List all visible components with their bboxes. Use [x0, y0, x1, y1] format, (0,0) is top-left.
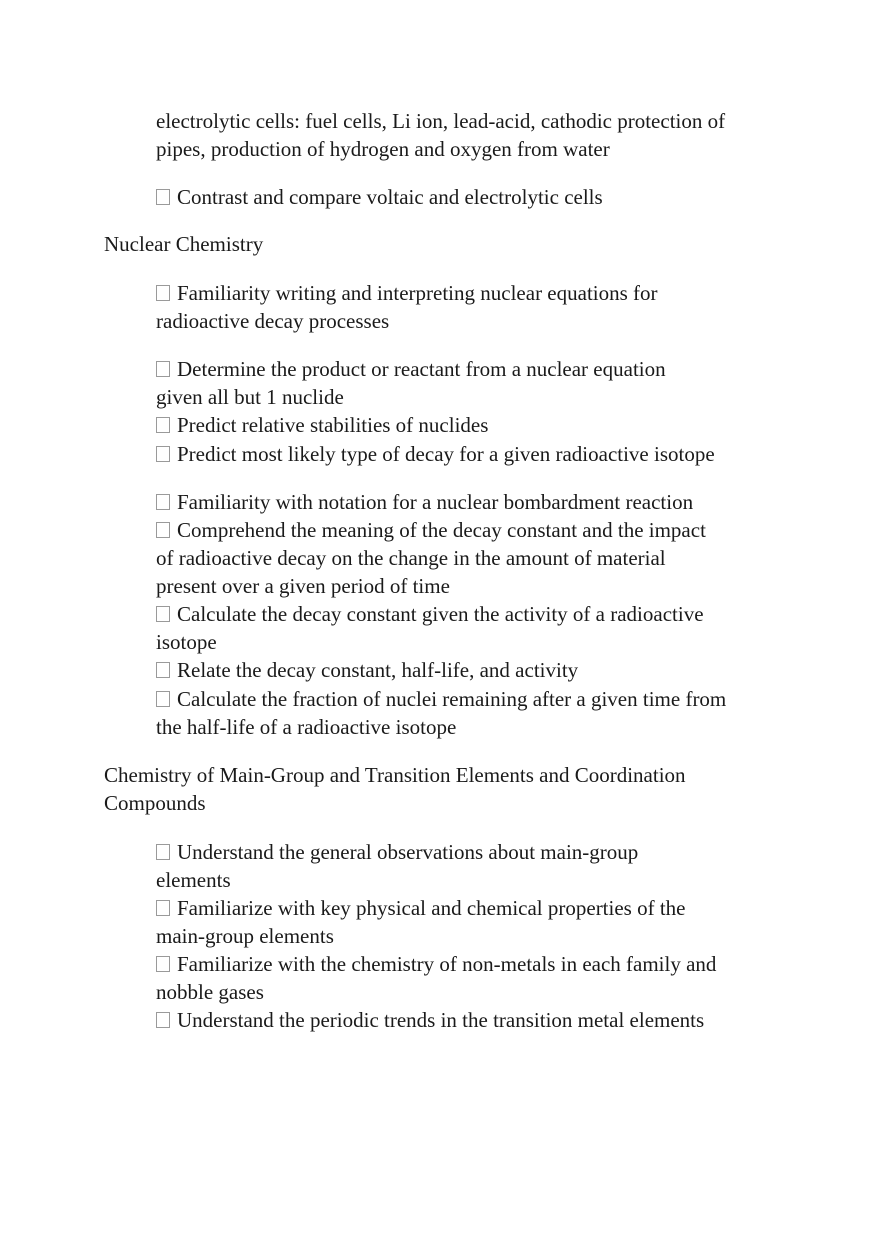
bullet-text: Predict relative stabilities of nuclides: [177, 413, 489, 437]
bullet-text: Familiarity with notation for a nuclear bombardment reaction: [177, 490, 694, 514]
bullet-text: radioactive decay processes: [156, 309, 390, 333]
checkbox-bullet-icon: [156, 522, 170, 538]
checkbox-bullet-icon: [156, 494, 170, 510]
bullet-item-determine-product: [156, 355, 666, 411]
bullet-text: Understand the periodic trends in the transition metal elements: [177, 1008, 705, 1032]
text-line: pipes, production of hydrogen and oxygen from water: [156, 137, 610, 161]
bullet-item-calculate-decay-constant: [156, 600, 704, 656]
heading-line: Compounds: [104, 791, 206, 815]
bullet-text: Calculate the fraction of nuclei remaining after a given time from: [177, 687, 727, 711]
bullet-item-key-properties: [156, 894, 686, 950]
bullet-text: isotope: [156, 630, 217, 654]
bullet-item-periodic-trends: [156, 1006, 704, 1034]
section-heading-main-group-transition: [104, 761, 686, 817]
bullet-text: Familiarize with the chemistry of non-metals in each family and: [177, 952, 717, 976]
checkbox-bullet-icon: [156, 606, 170, 622]
bullet-item-relate-half-life: [156, 656, 578, 684]
checkbox-bullet-icon: [156, 189, 170, 205]
text-line: electrolytic cells: fuel cells, Li ion, lead-acid, cathodic protection of: [156, 109, 726, 133]
bullet-text: given all but 1 nuclide: [156, 385, 344, 409]
checkbox-bullet-icon: [156, 900, 170, 916]
checkbox-bullet-icon: [156, 691, 170, 707]
bullet-text: elements: [156, 868, 231, 892]
bullet-text: present over a given period of time: [156, 574, 450, 598]
bullet-text: Familiarity writing and interpreting nuclear equations for: [177, 281, 658, 305]
bullet-text: Contrast and compare voltaic and electrolytic cells: [177, 185, 603, 209]
bullet-text: Familiarize with key physical and chemical properties of the: [177, 896, 686, 920]
heading-line: Chemistry of Main-Group and Transition Elements and Coordination: [104, 763, 686, 787]
section-heading-nuclear-chemistry: [104, 230, 263, 258]
bullet-item-decay-constant-meaning: [156, 516, 706, 600]
checkbox-bullet-icon: [156, 662, 170, 678]
bullet-item-bombardment-notation: [156, 488, 693, 516]
checkbox-bullet-icon: [156, 844, 170, 860]
bullet-text: nobble gases: [156, 980, 264, 1004]
checkbox-bullet-icon: [156, 1012, 170, 1028]
bullet-item-nuclear-equations: [156, 279, 658, 335]
intro-paragraph: [156, 107, 725, 163]
bullet-text: of radioactive decay on the change in the amount of material: [156, 546, 666, 570]
bullet-text: Relate the decay constant, half-life, and activity: [177, 658, 579, 682]
bullet-item-main-group-observations: [156, 838, 638, 894]
bullet-item-relative-stabilities: [156, 411, 488, 439]
bullet-item-decay-type: [156, 440, 715, 468]
checkbox-bullet-icon: [156, 956, 170, 972]
bullet-item-fraction-remaining: [156, 685, 726, 741]
bullet-text: Calculate the decay constant given the activity of a radioactive: [177, 602, 704, 626]
bullet-text: Understand the general observations about main-group: [177, 840, 639, 864]
heading-line: Nuclear Chemistry: [104, 232, 264, 256]
bullet-item-non-metals-chemistry: [156, 950, 716, 1006]
bullet-text: Predict most likely type of decay for a given radioactive isotope: [177, 442, 715, 466]
checkbox-bullet-icon: [156, 446, 170, 462]
checkbox-bullet-icon: [156, 361, 170, 377]
bullet-item-compare-cells: [156, 183, 603, 211]
checkbox-bullet-icon: [156, 417, 170, 433]
checkbox-bullet-icon: [156, 285, 170, 301]
bullet-text: main-group elements: [156, 924, 334, 948]
bullet-text: Comprehend the meaning of the decay constant and the impact: [177, 518, 706, 542]
bullet-text: Determine the product or reactant from a nuclear equation: [177, 357, 666, 381]
bullet-text: the half-life of a radioactive isotope: [156, 715, 457, 739]
